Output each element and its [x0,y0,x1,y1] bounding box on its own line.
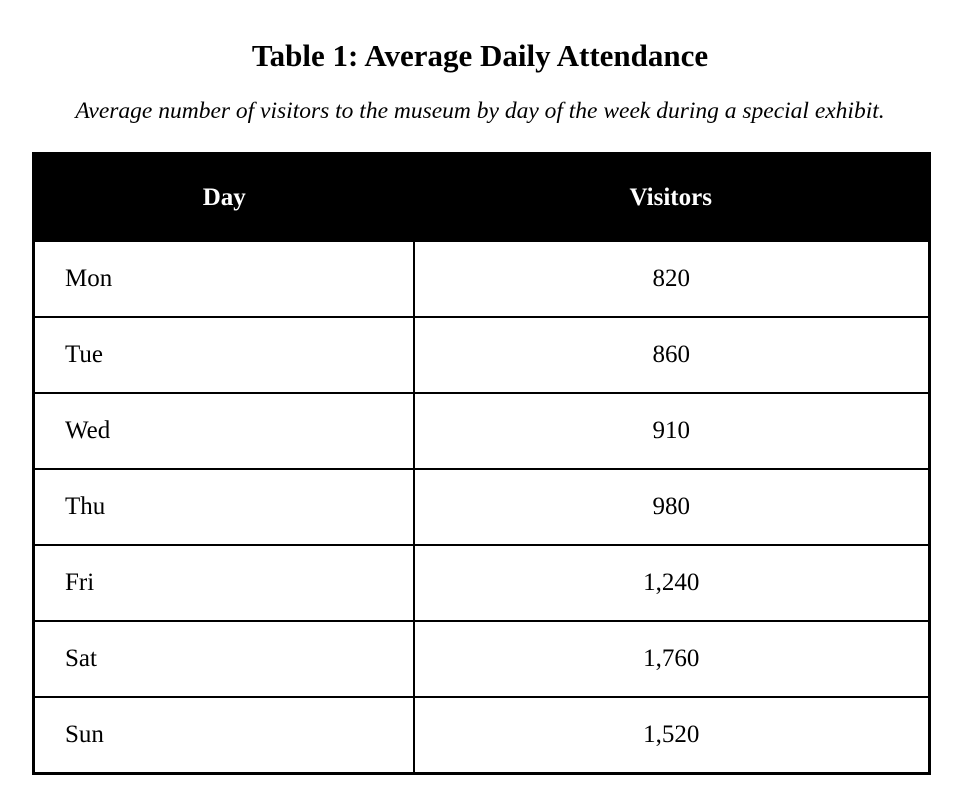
cell-day: Mon [34,241,414,317]
table-caption: Average number of visitors to the museum by day of the week during a special exhibit. [75,98,885,124]
table-row [34,317,930,393]
table-row [34,469,930,545]
cell-day: Wed [34,393,414,469]
cell-visitors: 980 [414,469,930,545]
cell-visitors: 1,520 [414,697,930,774]
table-row [34,393,930,469]
cell-day: Sat [34,621,414,697]
column-header-day: Day [34,154,414,242]
table-row [34,545,930,621]
header-row [34,154,930,242]
cell-day: Sun [34,697,414,774]
cell-day: Thu [34,469,414,545]
table-header [34,154,930,242]
cell-visitors: 910 [414,393,930,469]
cell-visitors: 1,240 [414,545,930,621]
cell-day: Fri [34,545,414,621]
attendance-table [32,152,931,775]
table-body [34,241,930,774]
table-row [34,241,930,317]
cell-visitors: 1,760 [414,621,930,697]
column-header-visitors: Visitors [414,154,930,242]
cell-day: Tue [34,317,414,393]
table-title: Table 1: Average Daily Attendance [251,38,709,73]
table-row [34,697,930,774]
cell-visitors: 860 [414,317,930,393]
cell-visitors: 820 [414,241,930,317]
table-row [34,621,930,697]
